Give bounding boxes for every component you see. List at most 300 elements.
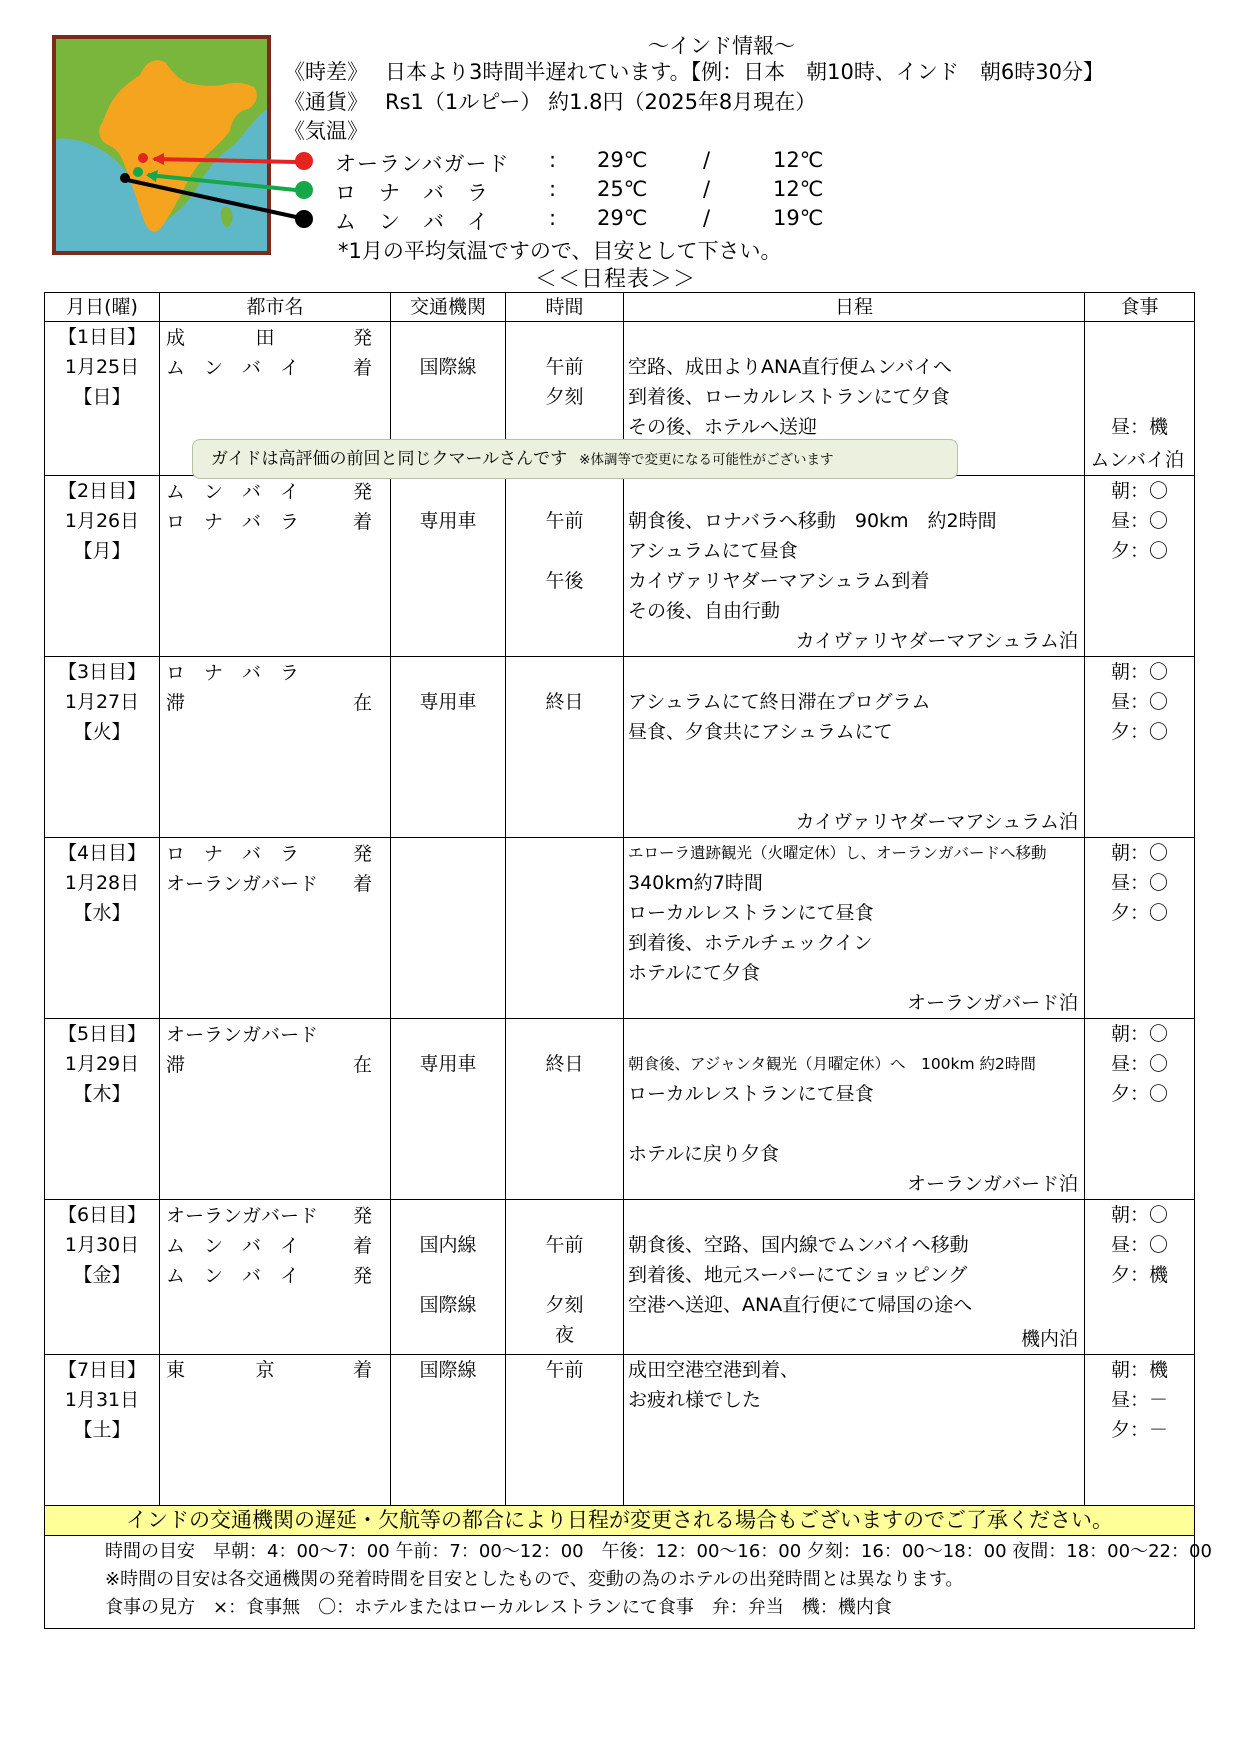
transport-line — [391, 1079, 505, 1109]
itinerary-line: ローカルレストランにて昼食 — [628, 902, 874, 924]
time-line: 夜 — [554, 1324, 574, 1346]
time-line: 午後 — [545, 570, 584, 592]
footer-row — [45, 1536, 1195, 1629]
itinerary-line: アシュラムにて昼食 — [628, 540, 798, 562]
city-action: 発 — [352, 327, 372, 349]
temp-high: 29℃ — [597, 206, 648, 230]
transport-cell — [391, 838, 506, 1019]
temp-low: 12℃ — [773, 148, 824, 172]
itinerary-line — [624, 1019, 1084, 1049]
meal-line: 朝：〇 — [1110, 661, 1168, 683]
transport-line — [391, 717, 505, 747]
meal-cell — [1085, 476, 1195, 657]
city-cell — [160, 1019, 391, 1200]
time-difference-value: 日本より3時間半遅れています。【例：日本 朝10時、インド 朝6時30分】 — [385, 60, 1104, 84]
transport-line — [391, 1445, 505, 1475]
currency-line — [284, 89, 816, 115]
guide-note: ※体調等で変更になる可能性がございます — [579, 452, 834, 468]
itinerary-box — [624, 1019, 1084, 1198]
city-line — [160, 839, 390, 869]
overnight-stay: オーランガバード泊 — [906, 1173, 1078, 1195]
time-line — [506, 1200, 623, 1230]
city-line — [160, 688, 390, 718]
time-line — [506, 747, 623, 777]
itinerary-cell — [624, 838, 1085, 1019]
time-line — [506, 1139, 623, 1169]
temp-colon: : — [549, 206, 557, 230]
itinerary-line — [624, 1109, 1084, 1139]
transport-line — [391, 777, 505, 807]
time-cell — [506, 1019, 624, 1200]
itinerary-line: 朝食後、アジャンタ観光（月曜定休）へ 100km 約2時間 — [628, 1055, 1036, 1073]
itinerary-cell — [624, 476, 1085, 657]
time-difference-label: 《時差》 — [284, 60, 368, 84]
temperature-note: *1月の平均気温ですので、目安として下さい。 — [338, 239, 782, 263]
temp-separator: / — [703, 177, 711, 201]
time-cell — [506, 476, 624, 657]
itinerary-box — [624, 1355, 1084, 1441]
day-date: 1月26日 — [64, 510, 140, 532]
itinerary-line: 空港へ送迎、ANA直行便にて帰国の途へ — [628, 1294, 973, 1316]
time-line — [506, 596, 623, 626]
city-line — [160, 1261, 390, 1291]
city-name: ム ン バ イ — [166, 1235, 300, 1257]
meal-line: 昼：〇 — [1110, 691, 1168, 713]
time-line — [506, 1385, 623, 1415]
city-line — [160, 323, 390, 353]
temp-colon: : — [549, 148, 557, 172]
time-line — [506, 1445, 623, 1475]
header-city: 都市名 — [160, 293, 391, 322]
day-number: 【2日目】 — [57, 480, 147, 502]
overnight-stay: カイヴァリヤダーマアシュラム泊 — [795, 811, 1078, 833]
city-name: 成 — [166, 327, 186, 349]
transport-cell — [391, 476, 506, 657]
city-line — [160, 899, 390, 900]
itinerary-line: カイヴァリヤダーマアシュラム到着 — [628, 570, 930, 592]
meal-line: 朝：〇 — [1110, 1023, 1168, 1045]
time-line — [506, 717, 623, 747]
day-row — [45, 476, 1195, 657]
city-name: ム ン バ イ — [166, 357, 300, 379]
currency-label: 《通貨》 — [284, 90, 368, 114]
meal-line: 昼：機 — [1110, 416, 1168, 438]
time-cell — [506, 838, 624, 1019]
itinerary-line — [624, 1200, 1084, 1230]
city-line — [160, 1231, 390, 1261]
transport-cell — [391, 657, 506, 838]
transport-line — [391, 838, 505, 868]
itinerary-line: 到着後、地元スーパーにてショッピング — [628, 1264, 968, 1286]
city-name: 滞 — [166, 1054, 186, 1076]
city-action: 着 — [352, 873, 372, 895]
meal-line: 朝：〇 — [1110, 1204, 1168, 1226]
itinerary-line: その後、ホテルへ送迎 — [628, 416, 818, 438]
time-line: 夕刻 — [545, 1294, 584, 1316]
header-transport: 交通機関 — [391, 293, 506, 322]
time-line — [506, 536, 623, 566]
transport-line — [391, 1139, 505, 1169]
day-date: 1月27日 — [64, 691, 140, 713]
meal-line: 昼：〇 — [1110, 1053, 1168, 1075]
header-itinerary: 日程 — [624, 293, 1085, 322]
header-date: 月日(曜) — [45, 293, 160, 322]
day-row — [45, 1200, 1195, 1355]
warning-row — [45, 1506, 1195, 1536]
temp-separator: / — [703, 148, 711, 172]
meal-line: 朝：機 — [1110, 1359, 1168, 1381]
itinerary-line: ローカルレストランにて昼食 — [628, 1083, 874, 1105]
city-name: 滞 — [166, 692, 186, 714]
city-line — [160, 1020, 390, 1050]
time-line: 午前 — [545, 356, 584, 378]
transport-line: 国際線 — [419, 1294, 477, 1316]
transport-cell — [391, 1355, 506, 1506]
meal-cell — [1085, 657, 1195, 838]
day-weekday: 【月】 — [73, 540, 131, 562]
city-action: 発 — [352, 1265, 372, 1287]
transport-line — [391, 1475, 505, 1505]
table-header-row — [45, 293, 1195, 322]
overnight-stay: オーランガバード泊 — [906, 992, 1078, 1014]
itinerary-cell — [624, 1355, 1085, 1506]
transport-line — [391, 1019, 505, 1049]
transport-line — [391, 536, 505, 566]
day-number: 【6日目】 — [57, 1204, 147, 1226]
time-line — [506, 838, 623, 868]
day-weekday: 【水】 — [73, 902, 131, 924]
transport-line — [391, 566, 505, 596]
time-line — [506, 777, 623, 807]
transport-line: 専用車 — [419, 510, 477, 532]
itinerary-line: お疲れ様でした — [628, 1389, 762, 1411]
city-action: 着 — [352, 357, 372, 379]
transport-line — [391, 898, 505, 928]
time-line — [506, 1079, 623, 1109]
date-cell — [45, 1200, 160, 1355]
day-number: 【1日目】 — [57, 326, 147, 348]
time-line — [506, 412, 623, 442]
day-number: 【3日目】 — [57, 661, 147, 683]
itinerary-box — [624, 476, 1084, 655]
itinerary-line: 到着後、ローカルレストランにて夕食 — [628, 386, 950, 408]
meal-line: 夕：〇 — [1110, 540, 1168, 562]
itinerary-box — [624, 657, 1084, 836]
transport-line — [391, 1385, 505, 1415]
footer-cell — [45, 1536, 1212, 1629]
guide-text: ガイドは高評価の前回と同じクマールさんです — [211, 449, 568, 469]
transport-line: 専用車 — [419, 1053, 477, 1075]
meal-cell — [1085, 1019, 1195, 1200]
time-line: 夕刻 — [545, 386, 584, 408]
time-guide-note: ※時間の目安は各交通機関の発着時間を目安としたもので、変動の為のホテルの出発時間とは異なります。 — [105, 1569, 964, 1590]
city-cell — [160, 1200, 391, 1355]
meal-line: 昼：〇 — [1110, 1234, 1168, 1256]
day-weekday: 【金】 — [73, 1264, 131, 1286]
schedule-title: ＜＜日程表＞＞ — [535, 267, 697, 292]
itinerary-line: 空路、成田よりANA直行便ムンバイへ — [628, 356, 952, 378]
time-cell — [506, 1355, 624, 1506]
day-number: 【5日目】 — [57, 1023, 147, 1045]
city-action: 在 — [352, 1054, 372, 1076]
city-cell — [160, 657, 391, 838]
temp-city: ム ン バ イ — [335, 210, 489, 234]
time-line — [506, 1260, 623, 1290]
city-name: ム ン バ イ — [166, 1265, 300, 1287]
itinerary-line: 昼食、夕食共にアシュラムにて — [628, 721, 893, 743]
meal-line — [1085, 352, 1194, 382]
temp-high: 29℃ — [597, 148, 648, 172]
date-cell — [45, 476, 160, 657]
temp-row-lonavala — [295, 177, 855, 205]
india-map-illustration — [56, 39, 267, 251]
city-name: 東 — [166, 1359, 186, 1381]
temp-low: 12℃ — [773, 177, 824, 201]
meal-line: 夕：機 — [1110, 1264, 1168, 1286]
itinerary-line: 340km約7時間 — [628, 872, 763, 894]
temp-separator: / — [703, 206, 711, 230]
meal-line: 朝：〇 — [1110, 842, 1168, 864]
day-row — [45, 838, 1195, 1019]
transport-line — [391, 928, 505, 958]
day-date: 1月30日 — [64, 1234, 140, 1256]
red-dot-icon — [295, 152, 313, 170]
city-name: オーランガバード — [166, 1024, 319, 1046]
time-line — [506, 898, 623, 928]
green-dot-icon — [295, 181, 313, 199]
city-line — [160, 869, 390, 899]
info-title: ～インド情報～ — [648, 34, 795, 58]
itinerary-line: エローラ遺跡観光（火曜定休）し、オーランガバードへ移動 — [628, 844, 1047, 862]
itinerary-box — [624, 838, 1084, 1017]
india-map — [52, 35, 271, 255]
temp-city: ロ ナ バ ラ — [335, 181, 489, 205]
city-action: 発 — [352, 1205, 372, 1227]
overnight-stay: 機内泊 — [1020, 1328, 1078, 1350]
temperature-line — [284, 118, 385, 144]
day-row — [45, 322, 1195, 476]
transport-cell — [391, 1019, 506, 1200]
time-line — [506, 657, 623, 687]
time-line — [506, 928, 623, 958]
transport-line: 専用車 — [419, 691, 477, 713]
meal-legend: 食事の見方 ×：食事無 〇：ホテルまたはローカルレストランにて食事 弁：弁当 機：機内食 — [105, 1597, 892, 1618]
meal-line: 夕：〇 — [1110, 1083, 1168, 1105]
itinerary-line: 朝食後、空路、国内線でムンバイへ移動 — [628, 1234, 969, 1256]
meal-cell — [1085, 1355, 1195, 1506]
meal-cell — [1085, 1200, 1195, 1355]
itinerary-line — [624, 1320, 1084, 1350]
header-time: 時間 — [506, 293, 624, 322]
city-action: 発 — [352, 481, 372, 503]
city-name: ロ ナ バ ラ — [166, 843, 300, 865]
temperature-label: 《気温》 — [284, 119, 368, 143]
city-line — [160, 1080, 390, 1081]
transport-line — [391, 1109, 505, 1139]
city-line — [160, 1050, 390, 1080]
temp-city: オーランバガード — [335, 152, 510, 176]
city-action: 着 — [352, 511, 372, 533]
overnight-stay: カイヴァリヤダーマアシュラム泊 — [795, 630, 1078, 652]
guide-notice — [192, 439, 958, 479]
transport-line — [391, 657, 505, 687]
city-name: オーランガバード — [166, 873, 319, 895]
city-line — [160, 718, 390, 719]
time-line: 午前 — [545, 510, 584, 532]
itinerary-cell — [624, 1200, 1085, 1355]
time-line — [506, 958, 623, 988]
date-cell — [45, 838, 160, 1019]
city-line — [160, 1201, 390, 1231]
city-line — [160, 1355, 390, 1385]
day-weekday: 【土】 — [73, 1419, 131, 1441]
itinerary-line — [624, 747, 1084, 777]
meal-line: 昼：〇 — [1110, 872, 1168, 894]
time-line — [506, 1415, 623, 1445]
itinerary-line — [624, 322, 1084, 352]
date-cell — [45, 1019, 160, 1200]
meal-line: 朝：〇 — [1110, 480, 1168, 502]
itinerary-line — [624, 777, 1084, 807]
transport-line — [391, 1260, 505, 1290]
time-guide: 時間の目安 早朝：4：00～7：00 午前：7：00～12：00 午後：12：00～16：00 夕刻：16：00～18：00 夜間：18：00～22：00 — [105, 1541, 1212, 1562]
city-action: 着 — [352, 1359, 372, 1381]
temp-row-aurangabad — [295, 148, 855, 176]
itinerary-line — [624, 1445, 1084, 1475]
city-line — [160, 1387, 390, 1388]
meal-cell — [1085, 838, 1195, 1019]
transport-line: 国際線 — [419, 356, 477, 378]
meal-line: 夕：〇 — [1110, 902, 1168, 924]
day-date: 1月25日 — [64, 356, 140, 378]
time-cell — [506, 657, 624, 838]
city-cell — [160, 1355, 391, 1506]
itinerary-line: その後、自由行動 — [628, 600, 781, 622]
meal-line: 昼：〇 — [1110, 510, 1168, 532]
city-name: ロ ナ バ ラ — [166, 662, 300, 684]
city-line — [160, 507, 390, 537]
header-meal: 食事 — [1085, 293, 1195, 322]
itinerary-line: アシュラムにて終日滞在プログラム — [628, 691, 931, 713]
itinerary-box — [624, 1200, 1084, 1353]
transport-line — [391, 322, 505, 352]
city-mid: 京 — [255, 1359, 275, 1381]
transport-line — [391, 476, 505, 506]
day-date: 1月28日 — [64, 872, 140, 894]
time-cell — [506, 1200, 624, 1355]
time-line — [506, 476, 623, 506]
transport-line — [391, 868, 505, 898]
transport-line — [391, 747, 505, 777]
city-name: オーランガバード — [166, 1205, 319, 1227]
day-row — [45, 1355, 1195, 1506]
city-line — [160, 537, 390, 538]
itinerary-line — [624, 476, 1084, 506]
city-cell — [160, 838, 391, 1019]
day-date: 1月29日 — [64, 1053, 140, 1075]
itinerary-line: 朝食後、ロナバラへ移動 90km 約2時間 — [628, 510, 997, 532]
city-line — [160, 383, 390, 384]
transport-line — [391, 1200, 505, 1230]
overnight-stay: ムンバイ泊 — [1090, 449, 1184, 471]
city-line — [160, 658, 390, 688]
time-line: 午前 — [545, 1234, 584, 1256]
time-line — [506, 1019, 623, 1049]
temp-row-mumbai — [295, 206, 855, 234]
itinerary-line: 到着後、ホテルチェックイン — [628, 932, 873, 954]
schedule-table — [44, 292, 1212, 1629]
city-name: ム ン バ イ — [166, 481, 300, 503]
transport-line: 国内線 — [419, 1234, 477, 1256]
day-weekday: 【火】 — [73, 721, 131, 743]
black-dot-icon — [295, 210, 313, 228]
currency-value: Rs1（1ルピー） 約1.8円（2025年8月現在） — [385, 90, 817, 114]
day-date: 1月31日 — [64, 1389, 140, 1411]
temp-high: 25℃ — [597, 177, 648, 201]
transport-cell — [391, 1200, 506, 1355]
itinerary-line — [624, 657, 1084, 687]
transport-line — [391, 596, 505, 626]
day-row — [45, 657, 1195, 838]
itinerary-line — [624, 1475, 1084, 1505]
time-difference-line — [284, 59, 1104, 85]
time-line — [506, 1475, 623, 1505]
city-cell — [160, 476, 391, 657]
city-action: 発 — [352, 843, 372, 865]
time-line — [506, 868, 623, 898]
transport-line — [391, 412, 505, 442]
date-cell — [45, 657, 160, 838]
transport-line — [391, 1320, 505, 1350]
meal-line: 夕：〇 — [1110, 721, 1168, 743]
time-line: 午前 — [545, 1359, 584, 1381]
time-line: 終日 — [545, 1053, 584, 1075]
warning-text: インドの交通機関の遅延・欠航等の都合により日程が変更される場合もございますのでご了承ください。 — [45, 1506, 1195, 1536]
time-line: 終日 — [545, 691, 584, 713]
meal-line-blank — [1085, 322, 1194, 352]
itinerary-cell — [624, 1019, 1085, 1200]
day-weekday: 【木】 — [73, 1083, 131, 1105]
day-number: 【7日目】 — [57, 1359, 147, 1381]
city-line — [160, 477, 390, 507]
city-line — [160, 353, 390, 383]
transport-line — [391, 1415, 505, 1445]
date-cell — [45, 1355, 160, 1506]
time-line — [506, 322, 623, 352]
city-action: 着 — [352, 1235, 372, 1257]
day-row — [45, 1019, 1195, 1200]
transport-line: 国際線 — [419, 1359, 477, 1381]
itinerary-line: ホテルに戻り夕食 — [628, 1143, 780, 1165]
day-number: 【4日目】 — [57, 842, 147, 864]
city-name: ロ ナ バ ラ — [166, 511, 300, 533]
time-line — [506, 1109, 623, 1139]
itinerary-cell — [624, 657, 1085, 838]
itinerary-line: ホテルにて夕食 — [628, 962, 761, 984]
day-weekday: 【日】 — [73, 386, 131, 408]
meal-line: 昼：－ — [1110, 1389, 1168, 1411]
transport-line — [391, 958, 505, 988]
temp-low: 19℃ — [773, 206, 824, 230]
itinerary-line: 成田空港空港到着、 — [628, 1359, 800, 1381]
city-action: 在 — [352, 692, 372, 714]
city-mid: 田 — [255, 327, 275, 349]
transport-line — [391, 382, 505, 412]
meal-line — [1085, 382, 1194, 412]
temp-colon: : — [549, 177, 557, 201]
itinerary-line — [624, 1415, 1084, 1445]
meal-line: 夕：－ — [1110, 1419, 1168, 1441]
